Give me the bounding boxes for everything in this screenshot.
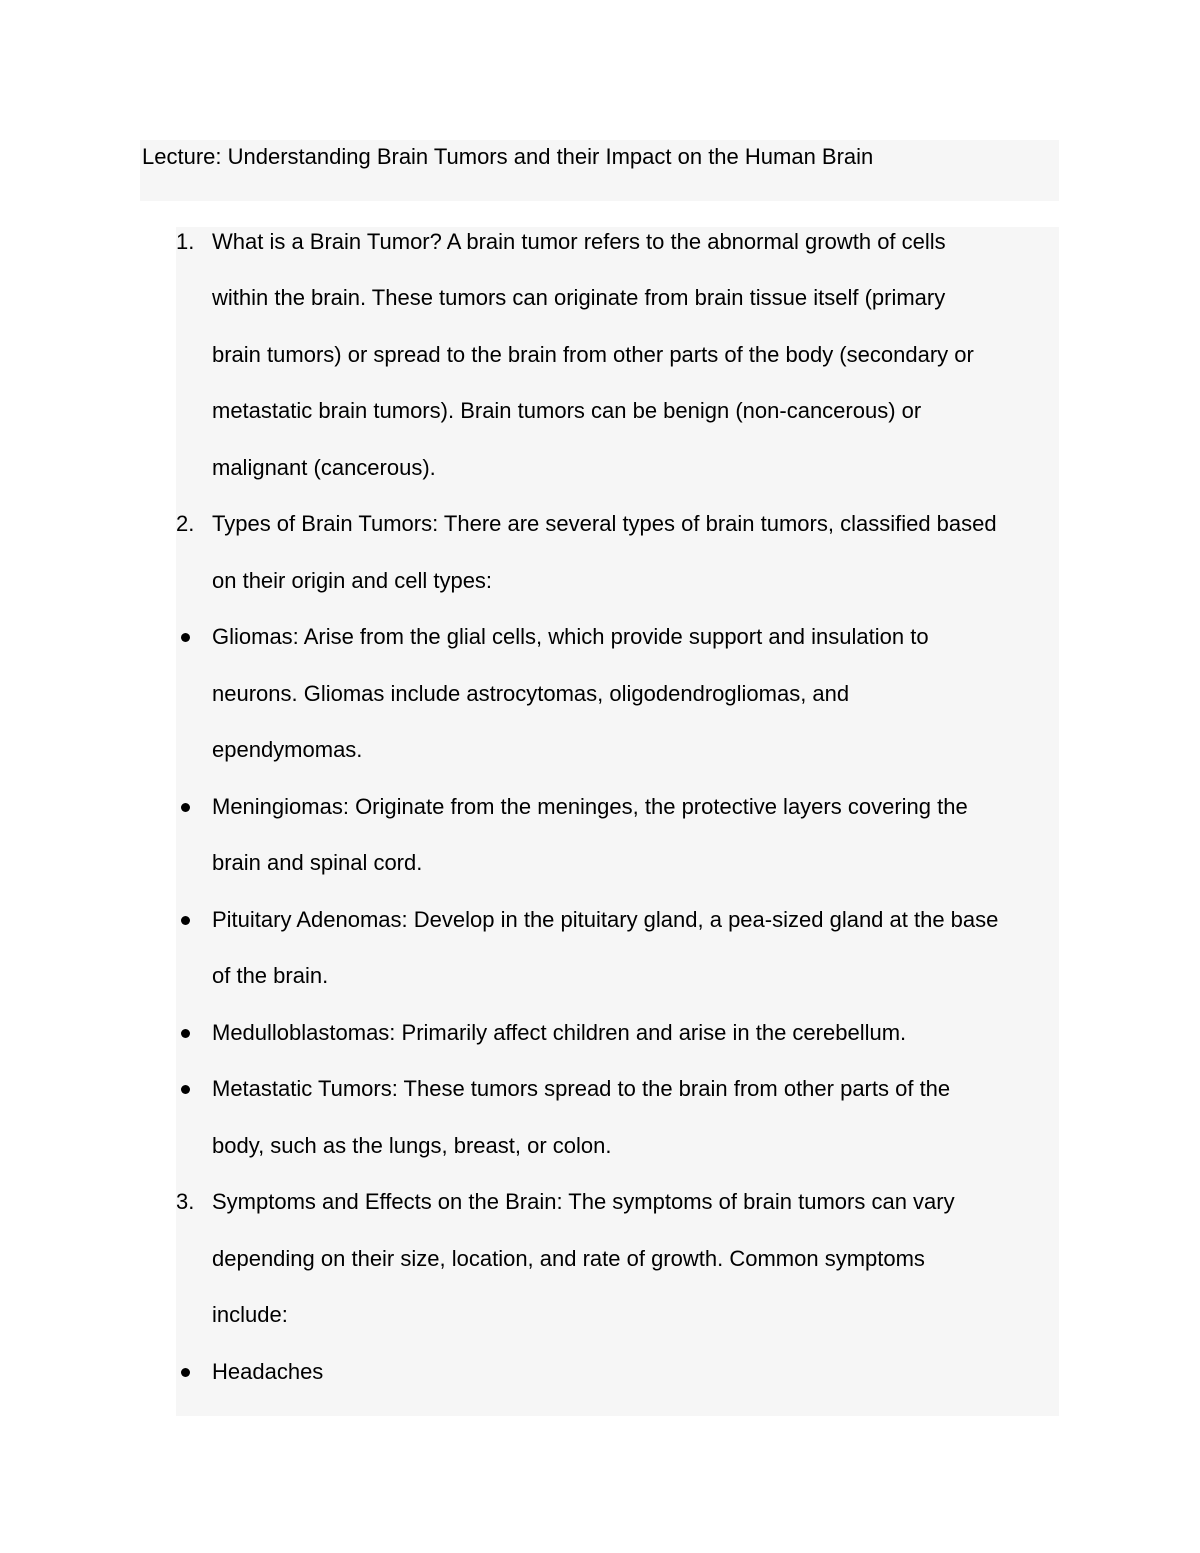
list-item-continuation [176, 1131, 1059, 1187]
text-line: Headaches [212, 1359, 324, 1384]
text-line: include: [212, 1302, 288, 1327]
text-line: Pituitary Adenomas: Develop in the pituitary gland, a pea-sized gland at the base [212, 907, 999, 932]
text-line: Meningiomas: Originate from the meninges, the protective layers covering the [212, 794, 968, 819]
text-line: Medulloblastomas: Primarily affect children and arise in the cerebellum. [212, 1020, 907, 1045]
list-item-continuation [176, 679, 1059, 735]
document-title: Lecture: Understanding Brain Tumors and their Impact on the Human Brain [142, 144, 874, 169]
list-item-types-of-brain-tumors [176, 509, 1059, 565]
text-line: brain tumors) or spread to the brain from other parts of the body (secondary or [212, 342, 974, 367]
text-line: Symptoms and Effects on the Brain: The symptoms of brain tumors can vary [212, 1189, 955, 1214]
text-line: neurons. Gliomas include astrocytomas, oligodendrogliomas, and [212, 681, 850, 706]
bullet-icon [181, 1085, 190, 1094]
list-item-continuation [176, 1300, 1059, 1356]
bullet-item-gliomas [176, 622, 1059, 678]
list-item-continuation [176, 1244, 1059, 1300]
list-item-continuation [176, 340, 1059, 396]
bullet-item-metastatic-tumors [176, 1074, 1059, 1130]
bullet-icon [181, 1029, 190, 1038]
bullet-item-meningiomas [176, 792, 1059, 848]
list-number: 1. [176, 229, 195, 254]
text-line: What is a Brain Tumor? A brain tumor refers to the abnormal growth of cells [212, 229, 946, 254]
list-item-continuation [176, 961, 1059, 1017]
text-line: Gliomas: Arise from the glial cells, which provide support and insulation to [212, 624, 929, 649]
text-line: on their origin and cell types: [212, 568, 493, 593]
bullet-icon [181, 916, 190, 925]
text-line: depending on their size, location, and rate of growth. Common symptoms [212, 1246, 925, 1271]
list-item-continuation [176, 566, 1059, 622]
text-line: body, such as the lungs, breast, or colon. [212, 1133, 612, 1158]
bullet-icon [181, 803, 190, 812]
content-list [176, 227, 1059, 1416]
list-item-continuation [176, 283, 1059, 339]
title-block [140, 140, 1059, 201]
bullet-item-pituitary-adenomas [176, 905, 1059, 961]
text-line: ependymomas. [212, 737, 363, 762]
text-line: of the brain. [212, 963, 329, 988]
list-item-continuation [176, 735, 1059, 791]
text-line: within the brain. These tumors can originate from brain tissue itself (primary [212, 285, 946, 310]
bullet-icon [181, 1368, 190, 1377]
text-line: brain and spinal cord. [212, 850, 423, 875]
text-line: Metastatic Tumors: These tumors spread to the brain from other parts of the [212, 1076, 951, 1101]
text-line: metastatic brain tumors). Brain tumors can be benign (non-cancerous) or [212, 398, 922, 423]
list-item-what-is-a-brain-tumor [176, 227, 1059, 283]
list-item-continuation [176, 848, 1059, 904]
list-number: 3. [176, 1189, 195, 1214]
list-number: 2. [176, 511, 195, 536]
text-line: malignant (cancerous). [212, 455, 436, 480]
bullet-item-headaches [176, 1357, 1059, 1413]
bullet-item-medulloblastomas [176, 1018, 1059, 1074]
list-item-symptoms-and-effects [176, 1187, 1059, 1243]
list-item-continuation [176, 396, 1059, 452]
bullet-icon [181, 633, 190, 642]
text-line: Types of Brain Tumors: There are several types of brain tumors, classified based [212, 511, 997, 536]
list-item-continuation [176, 453, 1059, 509]
